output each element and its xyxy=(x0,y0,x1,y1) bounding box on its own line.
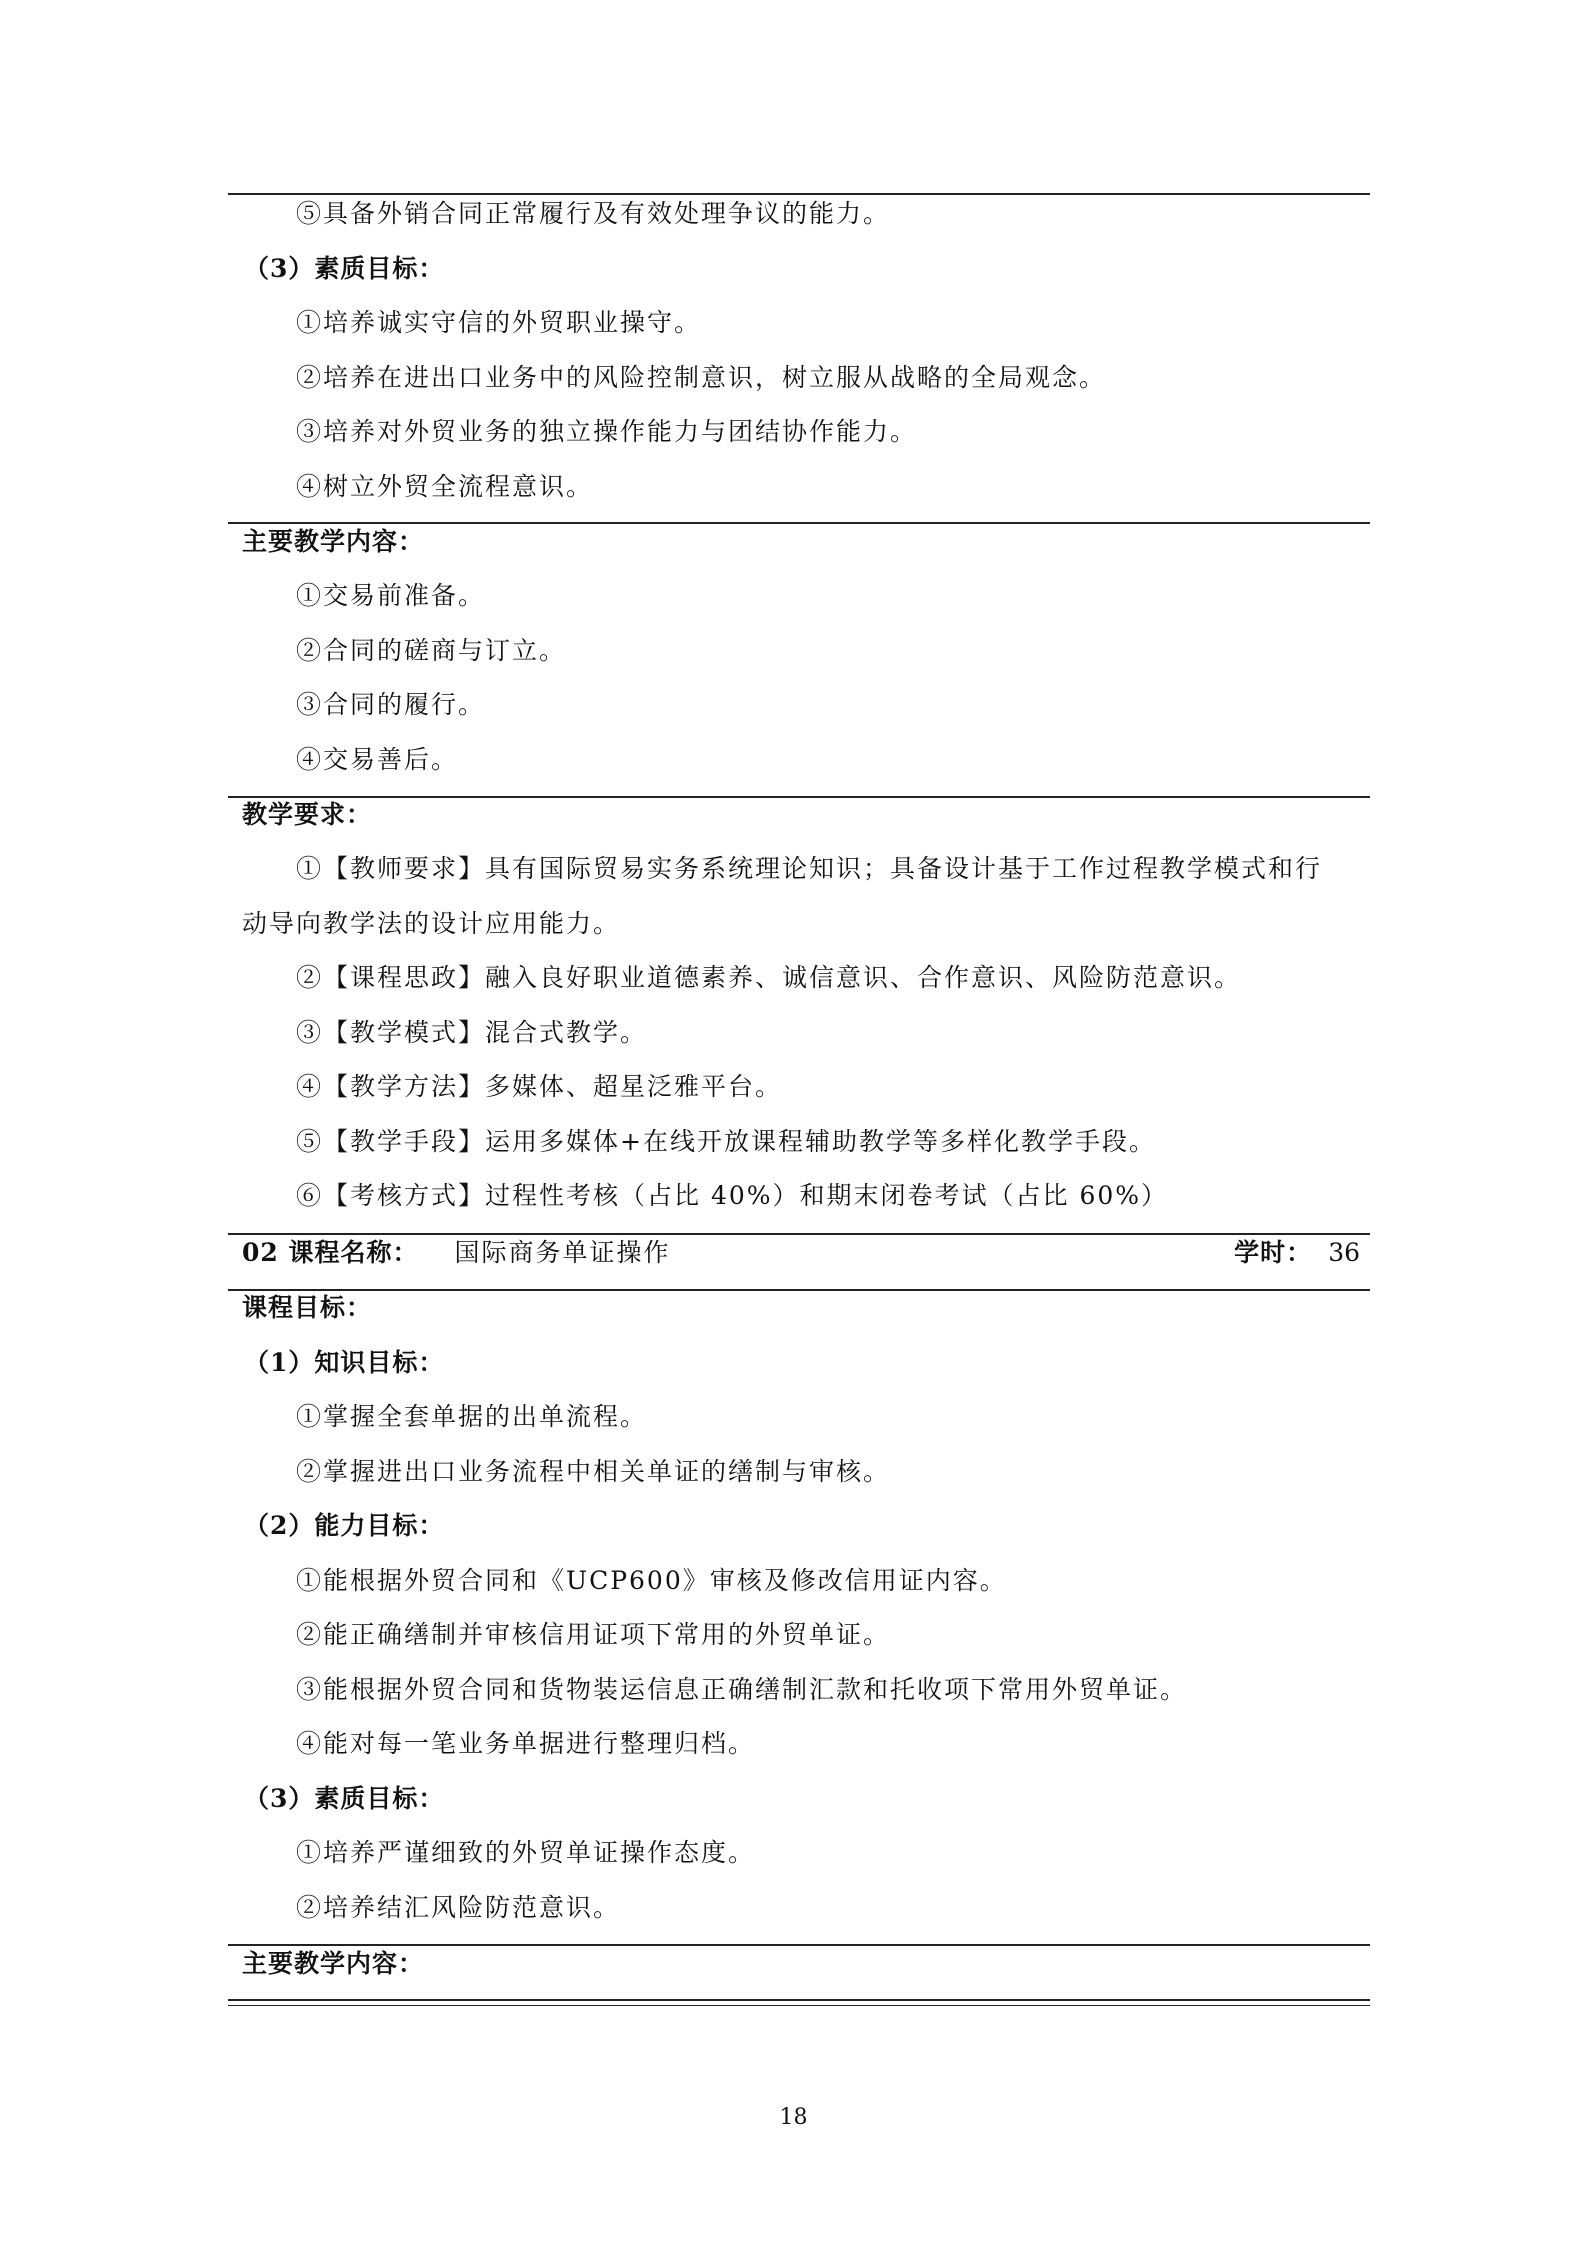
knowledge-objectives-heading: （1）知识目标： xyxy=(244,1348,445,1377)
table-rule xyxy=(228,1289,1370,1291)
quality-item: ①培养诚实守信的外贸职业操守。 xyxy=(296,308,702,337)
ability-item-5: ⑤具备外销合同正常履行及有效处理争议的能力。 xyxy=(296,199,891,228)
main-content-item: ②合同的磋商与订立。 xyxy=(296,636,567,665)
table-rule-top xyxy=(228,193,1370,195)
quality-item: ②培养结汇风险防范意识。 xyxy=(296,1893,621,1922)
course-title-row xyxy=(242,1235,1360,1271)
ability-item: ④能对每一笔业务单据进行整理归档。 xyxy=(296,1729,756,1758)
quality-item: ②培养在进出口业务中的风险控制意识，树立服从战略的全局观念。 xyxy=(296,363,1107,392)
quality-item: ①培养严谨细致的外贸单证操作态度。 xyxy=(296,1838,756,1867)
course-name: 国际商务单证操作 xyxy=(454,1238,671,1267)
knowledge-item: ②掌握进出口业务流程中相关单证的缮制与审核。 xyxy=(296,1457,891,1486)
table-rule xyxy=(228,796,1370,798)
page-number: 18 xyxy=(779,2105,808,2130)
main-content-heading: 主要教学内容： xyxy=(242,527,425,556)
quality-objectives-heading: （3）素质目标： xyxy=(244,254,445,283)
teaching-requirement-item: ④【教学方法】多媒体、超星泛雅平台。 xyxy=(296,1072,783,1101)
course-objectives-heading: 课程目标： xyxy=(242,1293,373,1322)
ability-item: ③能根据外贸合同和货物装运信息正确缮制汇款和托收项下常用外贸单证。 xyxy=(296,1675,1188,1704)
teaching-requirement-item: ①【教师要求】具有国际贸易实务系统理论知识；具备设计基于工作过程教学模式和行 xyxy=(296,854,1323,883)
ability-item: ②能正确缮制并审核信用证项下常用的外贸单证。 xyxy=(296,1620,891,1649)
quality-objectives-heading: （3）素质目标： xyxy=(244,1784,445,1813)
teaching-requirement-item-continued: 动导向教学法的设计应用能力。 xyxy=(242,909,621,938)
teaching-requirements-heading: 教学要求： xyxy=(242,800,373,829)
teaching-requirement-item: ⑥【考核方式】过程性考核（占比 40%）和期末闭卷考试（占比 60%） xyxy=(296,1181,1169,1210)
main-content-heading: 主要教学内容： xyxy=(242,1949,425,1978)
main-content-item: ③合同的履行。 xyxy=(296,690,486,719)
ability-objectives-heading: （2）能力目标： xyxy=(244,1511,445,1540)
main-content-item: ①交易前准备。 xyxy=(296,581,486,610)
quality-item: ④树立外贸全流程意识。 xyxy=(296,472,594,501)
hours-value: 36 xyxy=(1328,1238,1360,1267)
quality-item: ③培养对外贸业务的独立操作能力与团结协作能力。 xyxy=(296,417,918,446)
table-rule-bottom xyxy=(228,1999,1370,2006)
knowledge-item: ①掌握全套单据的出单流程。 xyxy=(296,1402,648,1431)
ability-item: ①能根据外贸合同和《UCP600》审核及修改信用证内容。 xyxy=(296,1566,1007,1595)
main-content-item: ④交易善后。 xyxy=(296,745,459,774)
teaching-requirement-item: ③【教学模式】混合式教学。 xyxy=(296,1018,648,1047)
teaching-requirement-item: ②【课程思政】融入良好职业道德素养、诚信意识、合作意识、风险防范意识。 xyxy=(296,963,1242,992)
course-number-label: 02 课程名称： xyxy=(242,1238,419,1267)
course-hours xyxy=(1234,1235,1360,1271)
hours-label: 学时： xyxy=(1234,1238,1313,1267)
teaching-requirement-item: ⑤【教学手段】运用多媒体+在线开放课程辅助教学等多样化教学手段。 xyxy=(296,1127,1156,1156)
